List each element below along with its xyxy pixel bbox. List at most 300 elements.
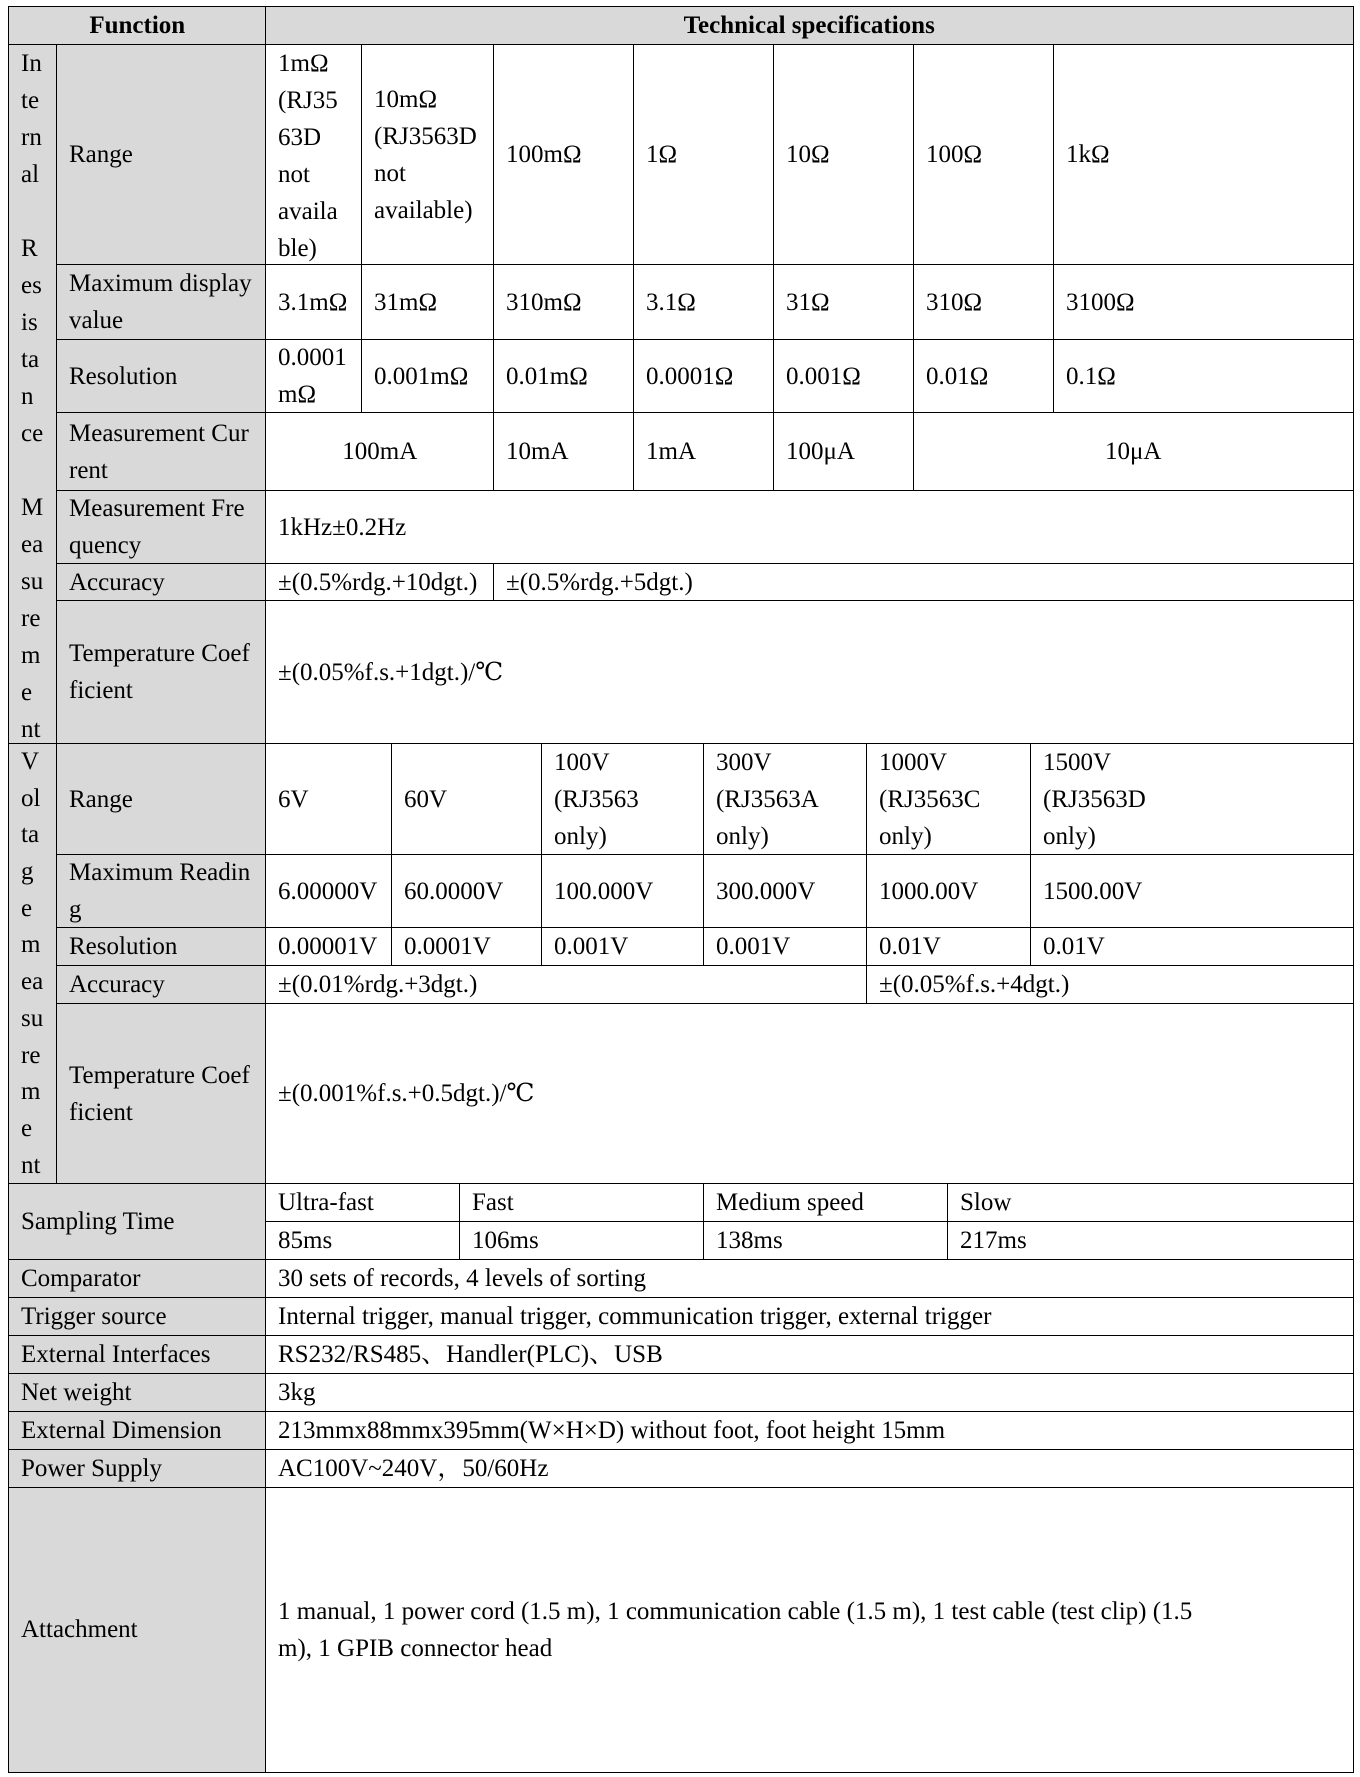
category-line [21,193,51,230]
v-range-1-text [278,779,309,820]
cell-line: 6.00000V [278,877,378,905]
cell-line: only) [716,822,769,850]
v-maxread-6-text [1043,871,1142,912]
sampling-time-4 [947,1221,1354,1261]
ir-cur-2-text [506,431,569,472]
category-line: su [21,568,44,595]
label-current-text [69,415,249,489]
sampling-time-4-text [960,1220,1027,1261]
cell-line: 100mA [342,438,418,466]
cell-line: 60V [404,785,448,813]
ir-range-5-text [786,134,830,175]
cell-line: 3100Ω [1066,288,1135,316]
ir-maxdisp-7-text [1066,282,1135,323]
ir-maxdisp-6 [913,264,1055,341]
v-acc-2-text [879,964,1069,1005]
cell-line: Measurement Fre [69,495,245,523]
ir-res-2-text [374,356,468,397]
category-line: n [21,383,34,410]
cell-line: (RJ3563D [1043,785,1146,813]
v-acc-2 [866,965,1354,1005]
cell-line: 10mΩ [374,85,438,113]
sampling-time-3 [703,1221,949,1261]
cell-line: 85ms [278,1227,333,1255]
v-maxread-4 [703,854,868,929]
category-line: e [21,894,33,922]
category-line: nt [21,1151,41,1179]
cell-line: ±(0.05%f.s.+4dgt.) [879,971,1070,999]
cell-line: (RJ3563 [554,785,639,813]
label-v-temp-coef [56,1003,267,1185]
header-function-text [89,5,185,46]
cell-line: External Interfaces [21,1341,211,1369]
cell-line: 138ms [716,1227,783,1255]
v-temp-text [278,1073,534,1114]
label-v-resolution-text [69,926,177,967]
cell-line: Medium speed [716,1189,864,1217]
cell-line: (RJ35 [278,87,338,114]
cell-line: 0.01Ω [926,362,989,390]
v-maxread-5 [866,854,1032,929]
category-line: ea [21,968,44,996]
sampling-speed-3 [703,1183,949,1223]
cell-line: 100μA [786,438,855,466]
ir-maxdisp-5-text [786,282,830,323]
label-max-reading [56,854,267,929]
cell-line: 6V [278,785,309,813]
sampling-speed-1 [265,1183,461,1223]
header-function [8,6,267,46]
cell-line: ±(0.05%f.s.+1dgt.)/℃ [278,658,504,686]
cell-line: 1kΩ [1066,141,1110,169]
label-v-accuracy [56,965,267,1005]
v-range-2-text [404,779,447,820]
cell-line: ±(0.01%rdg.+3dgt.) [278,971,478,999]
v-res-4-text [716,926,790,967]
cell-line: 31mΩ [374,288,438,316]
value-row-4-text [278,1410,945,1451]
cell-line: 1000V [879,748,948,776]
ir-acc-2 [493,563,1354,602]
label-resolution [56,339,267,414]
cell-line: available) [374,196,473,224]
label-temp-coef [56,600,267,745]
ir-range-3-text [506,134,582,175]
cell-line: quency [69,532,142,560]
cell-line: m), 1 GPIB connector head [278,1634,553,1662]
category-internal-resistance [8,44,58,745]
v-res-2-text [404,926,491,967]
label-frequency-text [69,490,245,564]
ir-range-2-text [374,81,477,229]
ir-maxdisp-1-text [278,282,347,323]
ir-res-7 [1053,339,1354,414]
ir-maxdisp-6-text [926,282,982,323]
sampling-time-1 [265,1221,461,1261]
v-maxread-3-text [554,871,653,912]
category-line: V [21,748,40,775]
value-row-2 [265,1335,1354,1375]
ir-range-5 [773,44,915,266]
ir-cur-1-text [342,431,417,472]
cell-line: 100Ω [926,141,983,169]
cell-line: Maximum Readin [69,859,251,887]
cell-line: 0.001V [554,933,629,961]
label-frequency [56,490,267,565]
ir-maxdisp-7 [1053,264,1354,341]
cell-line: g [69,896,82,924]
label-range [56,44,267,266]
v-res-1-text [278,926,377,967]
cell-line: not [278,161,310,188]
label-row-2-text [21,1334,210,1375]
category-line: ta [21,821,40,849]
ir-acc-1-text [278,562,477,603]
cell-line: 217ms [960,1227,1027,1255]
cell-line: AC100V~240V，50/60Hz [278,1455,549,1483]
cell-line: 1500V [1043,748,1112,776]
sampling-speed-2 [459,1183,705,1223]
label-resolution-text [69,356,177,397]
value-attachment [265,1487,1354,1773]
ir-maxdisp-5 [773,264,915,341]
label-max-reading-text [69,854,250,928]
v-maxread-6 [1030,854,1354,929]
value-row-3-text [278,1372,316,1413]
cell-line: 0.01V [1043,933,1105,961]
cell-line: Range [69,785,133,813]
category-line: al [21,161,40,188]
label-row-4 [8,1411,267,1451]
cell-line: Accuracy [69,971,165,999]
category-line: re [21,605,41,632]
cell-line: 10mA [506,438,569,466]
cell-line: 1500.00V [1043,877,1143,905]
spec-table [8,6,1352,1772]
cell-line: Attachment [21,1616,138,1644]
label-attachment [8,1487,267,1773]
label-row-5 [8,1449,267,1489]
ir-maxdisp-1 [265,264,363,341]
category-line: re [21,1041,41,1069]
cell-line: 0.0001V [404,933,491,961]
label-row-1 [8,1297,267,1337]
cell-line: Power Supply [21,1455,162,1483]
v-res-6-text [1043,926,1105,967]
cell-line: Resolution [69,933,178,961]
cell-line: 1Ω [646,141,678,169]
ir-res-3-text [506,356,588,397]
category-line: te [21,87,40,114]
cell-line: 3.1Ω [646,288,696,316]
label-v-accuracy-text [69,964,165,1005]
v-acc-1-text [278,964,477,1005]
cell-line: rent [69,456,108,484]
cell-line: only) [554,822,607,850]
cell-line: Maximum display [69,270,252,298]
cell-line: 100mΩ [506,141,582,169]
cell-line: only) [879,822,932,850]
cell-line: ±(0.5%rdg.+5dgt.) [506,568,693,596]
cell-line: 0.1Ω [1066,362,1116,390]
ir-res-4 [633,339,775,414]
ir-range-1 [265,44,363,266]
value-row-2-text [278,1334,663,1375]
v-maxread-5-text [879,871,978,912]
cell-line: 63D [278,124,322,151]
v-range-6-text [1043,744,1146,855]
ir-cur-2 [493,412,635,492]
ir-acc-1 [265,563,495,602]
value-row-1-text [278,1296,991,1337]
cell-line: ficient [69,1098,133,1126]
cell-line: 0.001mΩ [374,362,469,390]
cell-line: ±(0.5%rdg.+10dgt.) [278,568,478,596]
ir-res-5-text [786,356,861,397]
v-range-6 [1030,743,1354,856]
ir-res-3 [493,339,635,414]
cell-line: Sampling Time [21,1208,175,1236]
cell-line: 310Ω [926,288,983,316]
v-acc-1 [265,965,868,1005]
ir-range-6 [913,44,1055,266]
category-line: nt [21,716,41,743]
category-line: ce [21,420,44,447]
ir-range-7 [1053,44,1354,266]
v-res-1 [265,927,393,967]
ir-res-1-text [278,339,347,413]
cell-line: 310mΩ [506,288,582,316]
ir-cur-3-text [646,431,696,472]
category-internal-resistance-text [21,45,57,745]
v-res-5-text [879,926,941,967]
ir-res-7-text [1066,356,1116,397]
v-range-3-text [554,744,639,855]
header-specs [265,6,1354,46]
v-range-2 [391,743,543,856]
label-temp-coef-text [69,635,250,709]
ir-cur-1 [265,412,495,492]
sampling-time-3-text [716,1220,783,1261]
cell-line: Net weight [21,1379,132,1407]
ir-range-7-text [1066,134,1110,175]
ir-cur-4 [773,412,915,492]
ir-temp-text [278,652,503,693]
label-accuracy [56,563,267,602]
cell-line: 1mΩ [278,50,329,77]
v-res-3 [541,927,705,967]
cell-line: ±(0.001%f.s.+0.5dgt.)/℃ [278,1080,535,1108]
cell-line: 0.001V [716,933,791,961]
category-line [21,452,51,489]
sampling-time-2-text [472,1220,539,1261]
cell-line: Internal trigger, manual trigger, communication trigger, external trigger [278,1303,992,1331]
category-line: is [21,309,38,336]
ir-maxdisp-2 [361,264,495,341]
ir-range-3 [493,44,635,266]
cell-line: 3kg [278,1379,316,1407]
ir-res-1 [265,339,363,414]
category-line: m [21,1078,41,1106]
cell-line: Trigger source [21,1303,167,1331]
v-range-5-text [879,744,980,855]
label-row-5-text [21,1448,162,1489]
cell-line: Range [69,141,133,169]
cell-line: 0.001Ω [786,362,861,390]
v-temp [265,1003,1354,1185]
ir-cur-4-text [786,431,855,472]
category-line: ea [21,531,44,558]
ir-cur-5-text [1105,431,1161,472]
category-line: m [21,931,41,959]
ir-acc-2-text [506,562,693,603]
cell-line: (RJ3563D [374,122,477,150]
v-res-5 [866,927,1032,967]
v-range-4-text [716,744,819,855]
sampling-speed-1-text [278,1182,374,1223]
cell-line: Temperature Coef [69,1061,250,1089]
value-row-0-text [278,1258,646,1299]
label-row-3-text [21,1372,131,1413]
label-row-0-text [21,1258,140,1299]
cell-line: 1 manual, 1 power cord (1.5 m), 1 communication cable (1.5 m), 1 test cable (test clip) (1.5 [278,1597,1193,1625]
category-line: e [21,679,33,706]
label-row-4-text [21,1410,222,1451]
category-line: ta [21,346,40,373]
cell-line: ficient [69,677,133,705]
label-row-3 [8,1373,267,1413]
v-range-5 [866,743,1032,856]
cell-line: 3.1mΩ [278,288,348,316]
ir-temp [265,600,1354,745]
label-attachment-text [21,1609,138,1650]
label-current [56,412,267,492]
ir-res-6-text [926,356,988,397]
label-row-1-text [21,1296,167,1337]
cell-line: (RJ3563A [716,785,819,813]
label-max-display [56,264,267,341]
ir-maxdisp-2-text [374,282,437,323]
value-row-1 [265,1297,1354,1337]
category-line: rn [21,124,42,151]
cell-line: 10Ω [786,141,830,169]
cell-line: 0.01V [879,933,941,961]
cell-line: RS232/RS485、Handler(PLC)、USB [278,1341,663,1369]
category-line: m [21,642,41,669]
cell-line: 1kHz±0.2Hz [278,513,407,541]
cell-line: Comparator [21,1265,141,1293]
cell-line: mΩ [278,381,317,409]
cell-line: External Dimension [21,1417,222,1445]
cell-line: 100V [554,748,610,776]
v-maxread-2-text [404,871,503,912]
label-v-resolution [56,927,267,967]
cell-line: 0.01mΩ [506,362,588,390]
cell-line: 0.00001V [278,933,378,961]
value-attachment-text [278,1593,1192,1667]
ir-range-2 [361,44,495,266]
sampling-speed-3-text [716,1182,864,1223]
cell-line: 60.0000V [404,877,504,905]
label-accuracy-text [69,562,165,603]
category-line: su [21,1004,44,1032]
category-line: R [21,235,38,262]
label-v-temp-coef-text [69,1057,250,1131]
ir-freq-text [278,507,406,548]
cell-line: 1000.00V [879,877,979,905]
cell-line: 0.0001Ω [646,362,734,390]
category-line: e [21,1114,33,1142]
value-row-5-text [278,1448,548,1489]
cell-line: Temperature Coef [69,640,250,668]
ir-res-2 [361,339,495,414]
value-row-5 [265,1449,1354,1489]
ir-range-6-text [926,134,982,175]
header-specs-text [684,5,935,46]
label-range-text [69,134,133,175]
v-range-4 [703,743,868,856]
ir-maxdisp-4 [633,264,775,341]
cell-line: not [374,159,406,187]
v-maxread-3 [541,854,705,929]
ir-range-4-text [646,134,677,175]
v-res-3-text [554,926,628,967]
ir-range-1-text [278,45,350,267]
ir-maxdisp-3-text [506,282,582,323]
cell-line: Slow [960,1189,1012,1217]
v-maxread-1 [265,854,393,929]
value-row-3 [265,1373,1354,1413]
v-maxread-2 [391,854,543,929]
v-maxread-4-text [716,871,815,912]
ir-res-5 [773,339,915,414]
cell-line: Measurement Cur [69,419,249,447]
category-line: ol [21,784,41,812]
cell-line: Technical specifications [683,12,935,40]
label-v-range [56,743,267,856]
cell-line: value [69,307,124,335]
ir-range-4 [633,44,775,266]
sampling-speed-4 [947,1183,1354,1223]
v-range-1 [265,743,393,856]
v-res-2 [391,927,543,967]
ir-cur-5 [913,412,1354,492]
cell-line: 300.000V [716,877,816,905]
v-res-6 [1030,927,1354,967]
ir-cur-3 [633,412,775,492]
label-v-range-text [69,779,133,820]
cell-line: availa [278,198,338,225]
cell-line: 31Ω [786,288,830,316]
cell-line: Fast [472,1189,514,1217]
category-voltage [8,743,58,1185]
cell-line: Accuracy [69,568,165,596]
cell-line: only) [1043,822,1096,850]
cell-line: Function [89,12,186,40]
cell-line: 213mmx88mmx395mm(W×H×D) without foot, foot height 15mm [278,1417,946,1445]
label-max-display-text [69,265,252,339]
value-row-4 [265,1411,1354,1451]
sampling-time-1-text [278,1220,332,1261]
ir-res-4-text [646,356,733,397]
cell-line: ble) [278,235,317,262]
cell-line: 30 sets of records, 4 levels of sorting [278,1265,646,1293]
category-voltage-text [21,744,57,1184]
category-line: g [21,858,34,886]
category-line: es [21,272,42,299]
sampling-time-2 [459,1221,705,1261]
label-row-2 [8,1335,267,1375]
